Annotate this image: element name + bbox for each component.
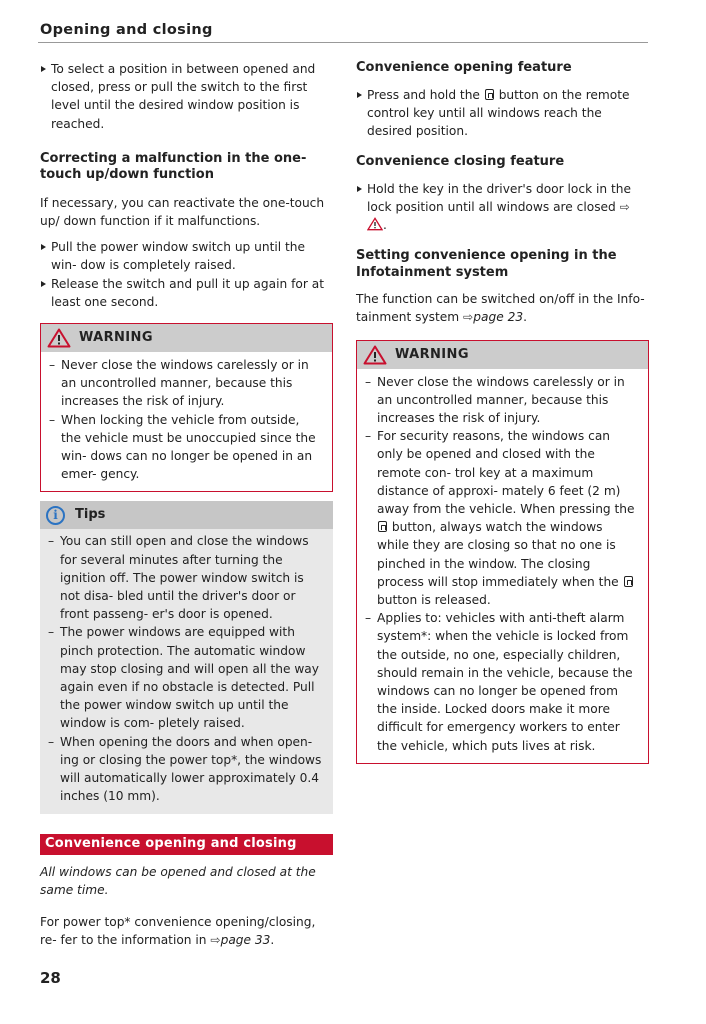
warning-text: button, always watch the windows while they are closing so that no one is pinched in the window. The closing process will stop immediately when the bbox=[377, 520, 619, 589]
warning-item: – Never close the windows carelessly or in an uncontrolled manner, because this increases the risk of injury. bbox=[365, 373, 638, 428]
tips-label: Tips bbox=[75, 507, 106, 523]
tips-box bbox=[40, 501, 333, 813]
punctuation: . bbox=[383, 218, 387, 233]
warning-item: – Applies to: vehicles with anti-theft alarm system*: when the vehicle is locked from the outside, no one, especially children, should remain in the vehicle, because the windows can no longer be opened from the inside. Locked doors make it more difficult for emergency workers to enter the vehicle, which puts lives at risk. bbox=[365, 609, 638, 755]
section-text-body: For power top* convenience opening/closing, re- fer to the information in bbox=[40, 914, 316, 948]
tips-body bbox=[40, 529, 333, 813]
tip-item: – You can still open and close the windows for several minutes after turning the ignition off. The power window switch is not disa- bled until the driver's door or front passeng- er's door is opened. bbox=[48, 532, 323, 623]
warning-body bbox=[41, 352, 332, 491]
malfunction-text: If necessary, you can reactivate the one-touch up/ down function if it malfunctions. bbox=[40, 195, 325, 229]
intro-bullet: To select a position in between opened and closed, press or pull the switch to the first level until the desired window position is reached. bbox=[40, 60, 333, 133]
section-intro: All windows can be opened and closed at the same time. bbox=[40, 864, 316, 897]
setting-text-body: The function can be switched on/off in the Info- tainment system bbox=[356, 292, 645, 325]
closing-feature-bullet bbox=[356, 180, 649, 235]
opening-feature-bullet bbox=[356, 86, 649, 141]
warning-label: WARNING bbox=[395, 346, 469, 362]
warning-text: For security reasons, the windows can only be opened and closed with the remote con- trol key at a maximum distance of approxi- mately 6 feet (2 m) away from the vehicle. When pressing the bbox=[377, 429, 635, 517]
section-title-bar: Convenience opening and closing bbox=[40, 834, 333, 855]
warning-box-right bbox=[356, 340, 649, 764]
warning-triangle-icon bbox=[363, 345, 387, 365]
warning-text: button is released. bbox=[377, 593, 491, 608]
bullet-text: button on the remote control key until all windows reach the desired position. bbox=[367, 87, 630, 138]
unlock-key-icon bbox=[624, 576, 633, 587]
xref-arrow-icon: ⇨ bbox=[463, 310, 474, 325]
left-column bbox=[40, 60, 333, 949]
xref-arrow-icon: ⇨ bbox=[619, 199, 630, 214]
bullet-text: Hold the key in the driver's door lock in the lock position until all windows are closed bbox=[367, 181, 631, 214]
right-column bbox=[356, 60, 649, 764]
tip-item: – The power windows are equipped with pinch protection. The automatic window may stop closing and will open all the way again even if no obstacle is detected. Pull the power window switch up until the window is com- pletely raised. bbox=[48, 623, 323, 732]
page-reference-link[interactable]: page 33 bbox=[220, 933, 271, 948]
bullet-text: Press and hold the bbox=[367, 87, 480, 102]
tips-header bbox=[40, 501, 333, 529]
malfunction-bullet-1: Pull the power window switch up until the win- dow is completely raised. bbox=[40, 238, 333, 274]
punctuation: . bbox=[523, 310, 527, 325]
closing-feature-heading: Convenience closing feature bbox=[356, 154, 565, 170]
warning-label: WARNING bbox=[79, 329, 153, 345]
page-header-title: Opening and closing bbox=[40, 22, 213, 38]
page-reference-link[interactable]: page 23 bbox=[473, 310, 524, 325]
malfunction-heading: Correcting a malfunction in the one-touch up/down function bbox=[40, 150, 307, 183]
warning-item bbox=[365, 427, 638, 609]
setting-text bbox=[356, 290, 649, 326]
xref-arrow-icon: ⇨ bbox=[210, 933, 221, 948]
setting-heading: Setting convenience opening in the Infotainment system bbox=[356, 248, 617, 280]
page-number: 28 bbox=[40, 969, 61, 987]
tip-item: – When opening the doors and when open- ing or closing the power top*, the windows will automatically lower approximately 0.4 inches (10 mm). bbox=[48, 733, 323, 806]
warning-item: – When locking the vehicle from outside, the vehicle must be unoccupied since the win- dows can no longer be opened in an emer- gency. bbox=[49, 411, 322, 484]
punctuation: . bbox=[270, 933, 275, 948]
section-text bbox=[40, 913, 333, 949]
header-divider bbox=[38, 42, 648, 43]
unlock-key-icon bbox=[378, 521, 387, 532]
warning-triangle-icon bbox=[47, 328, 71, 348]
warning-body bbox=[357, 369, 648, 763]
info-icon: i bbox=[46, 506, 65, 525]
malfunction-bullet-2: Release the switch and pull it up again for at least one second. bbox=[40, 275, 333, 311]
warning-header bbox=[357, 341, 648, 369]
unlock-key-icon bbox=[485, 89, 494, 100]
warning-triangle-icon bbox=[367, 217, 383, 231]
warning-item: – Never close the windows carelessly or in an uncontrolled manner, because this increases the risk of injury. bbox=[49, 356, 322, 411]
warning-box-left bbox=[40, 323, 333, 492]
opening-feature-heading: Convenience opening feature bbox=[356, 60, 572, 75]
warning-header bbox=[41, 324, 332, 352]
